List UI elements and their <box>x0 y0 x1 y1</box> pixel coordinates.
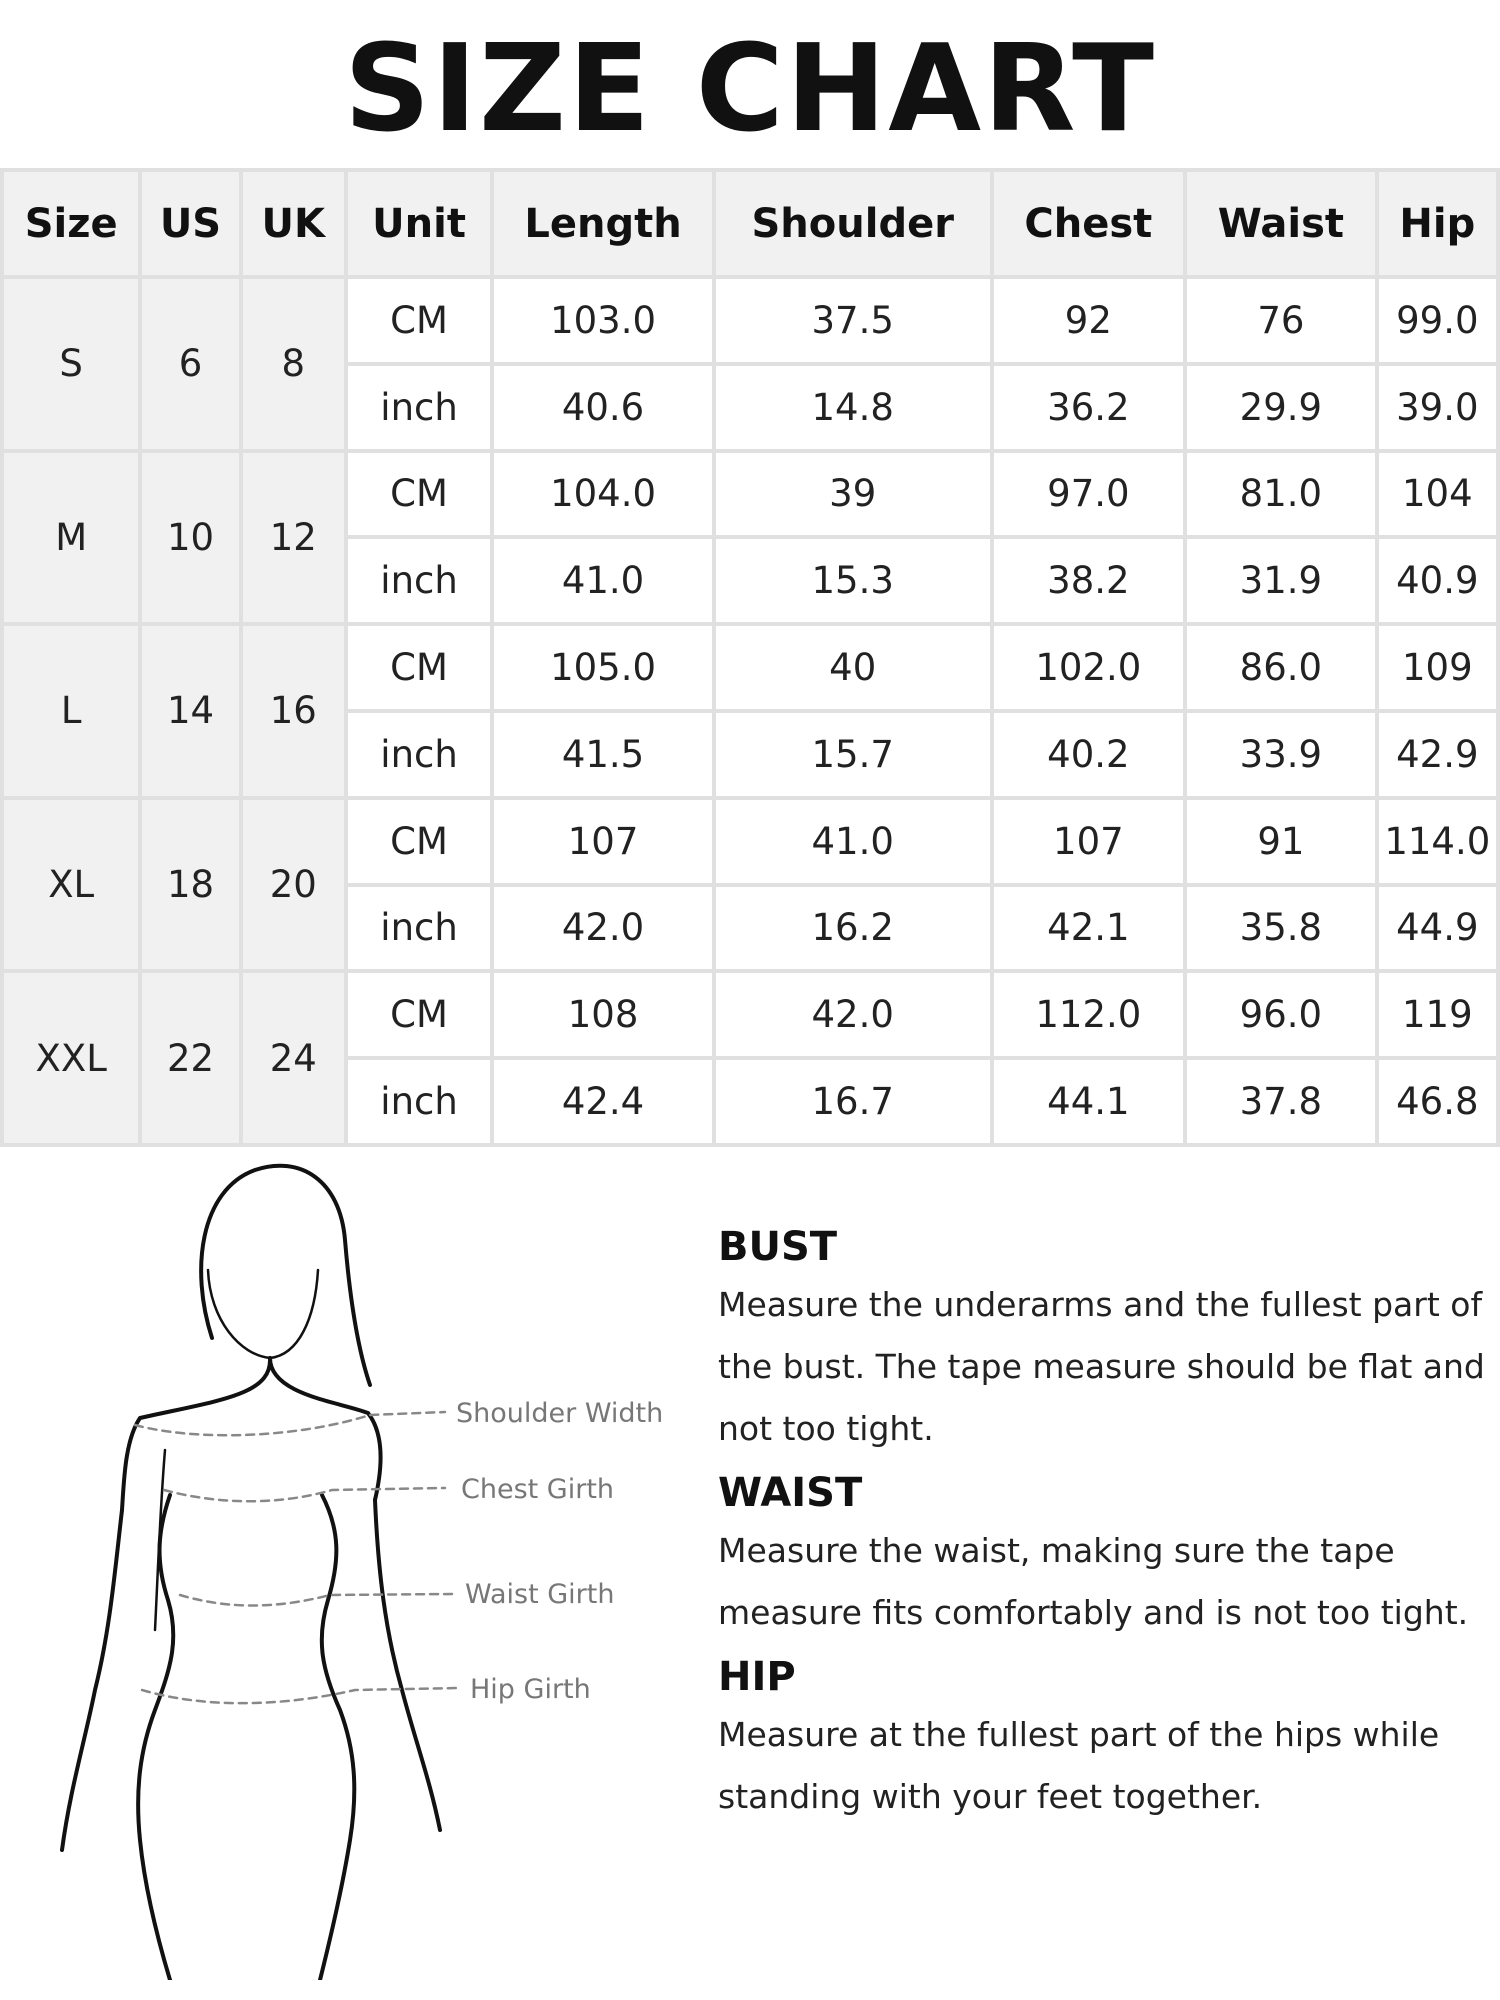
body-measurement-figure <box>40 1150 700 1980</box>
chest-cell: 102.0 <box>994 626 1184 709</box>
hip-cell: 46.8 <box>1379 1060 1496 1143</box>
length-cell: 41.5 <box>494 713 712 796</box>
us-size-cell: 18 <box>142 800 238 970</box>
hip-cell: 99.0 <box>1379 279 1496 362</box>
uk-size-cell: 8 <box>243 279 344 449</box>
chest-cell: 92 <box>994 279 1184 362</box>
table-row <box>4 800 1496 883</box>
shoulder-cell: 37.5 <box>716 279 990 362</box>
chest-cell: 38.2 <box>994 539 1184 622</box>
hip-cell: 39.0 <box>1379 366 1496 449</box>
waist-heading: WAIST <box>718 1470 863 1516</box>
chest-cell: 107 <box>994 800 1184 883</box>
unit-cell: inch <box>348 539 490 622</box>
size-cell: L <box>4 626 138 796</box>
shoulder-cell: 16.7 <box>716 1060 990 1143</box>
table-row <box>4 453 1496 536</box>
unit-cell: CM <box>348 973 490 1056</box>
length-cell: 108 <box>494 973 712 1056</box>
body-silhouette-illustration <box>40 1150 700 1980</box>
waist-cell: 76 <box>1187 279 1375 362</box>
waist-cell: 91 <box>1187 800 1375 883</box>
chest-girth-label: Chest Girth <box>461 1474 615 1505</box>
waist-girth-label: Waist Girth <box>465 1579 615 1610</box>
waist-cell: 86.0 <box>1187 626 1375 709</box>
size-cell: XXL <box>4 973 138 1143</box>
shoulder-cell: 40 <box>716 626 990 709</box>
length-cell: 107 <box>494 800 712 883</box>
waist-cell: 81.0 <box>1187 453 1375 536</box>
shoulder-cell: 16.2 <box>716 887 990 970</box>
shoulder-cell: 15.7 <box>716 713 990 796</box>
unit-cell: inch <box>348 366 490 449</box>
size-table <box>0 168 1500 1147</box>
waist-cell: 35.8 <box>1187 887 1375 970</box>
column-header: Size <box>4 172 138 275</box>
column-header: Chest <box>994 172 1184 275</box>
unit-cell: CM <box>348 453 490 536</box>
us-size-cell: 14 <box>142 626 238 796</box>
hip-heading: HIP <box>718 1654 796 1700</box>
page-title: SIZE CHART <box>343 20 1157 159</box>
unit-cell: CM <box>348 279 490 362</box>
column-header: US <box>142 172 238 275</box>
uk-size-cell: 20 <box>243 800 344 970</box>
table-row <box>4 279 1496 362</box>
bust-heading: BUST <box>718 1224 838 1270</box>
hip-cell: 42.9 <box>1379 713 1496 796</box>
unit-cell: CM <box>348 626 490 709</box>
hip-cell: 104 <box>1379 453 1496 536</box>
table-row <box>4 626 1496 709</box>
uk-size-cell: 24 <box>243 973 344 1143</box>
waist-cell: 33.9 <box>1187 713 1375 796</box>
shoulder-cell: 15.3 <box>716 539 990 622</box>
length-cell: 104.0 <box>494 453 712 536</box>
table-row <box>4 973 1496 1056</box>
hip-cell: 44.9 <box>1379 887 1496 970</box>
length-cell: 42.0 <box>494 887 712 970</box>
size-cell: S <box>4 279 138 449</box>
uk-size-cell: 12 <box>243 453 344 623</box>
bust-instructions: Measure the underarms and the fullest part of the bust. The tape measure should be flat and not too tight. <box>718 1285 1485 1448</box>
us-size-cell: 6 <box>142 279 238 449</box>
column-header: Length <box>494 172 712 275</box>
shoulder-cell: 41.0 <box>716 800 990 883</box>
unit-cell: CM <box>348 800 490 883</box>
shoulder-cell: 39 <box>716 453 990 536</box>
waist-cell: 29.9 <box>1187 366 1375 449</box>
chest-cell: 97.0 <box>994 453 1184 536</box>
hip-girth-label: Hip Girth <box>470 1674 591 1705</box>
us-size-cell: 22 <box>142 973 238 1143</box>
hip-cell: 109 <box>1379 626 1496 709</box>
shoulder-width-label: Shoulder Width <box>456 1398 664 1429</box>
length-cell: 105.0 <box>494 626 712 709</box>
shoulder-cell: 14.8 <box>716 366 990 449</box>
table-header-row <box>4 172 1496 275</box>
chest-cell: 44.1 <box>994 1060 1184 1143</box>
us-size-cell: 10 <box>142 453 238 623</box>
length-cell: 40.6 <box>494 366 712 449</box>
hip-cell: 114.0 <box>1379 800 1496 883</box>
column-header: Hip <box>1379 172 1496 275</box>
size-cell: M <box>4 453 138 623</box>
column-header: Waist <box>1187 172 1375 275</box>
length-cell: 41.0 <box>494 539 712 622</box>
waist-instructions: Measure the waist, making sure the tape measure fits comfortably and is not too tight. <box>718 1531 1469 1632</box>
unit-cell: inch <box>348 887 490 970</box>
waist-cell: 96.0 <box>1187 973 1375 1056</box>
measurement-guide <box>718 1220 1488 1834</box>
chest-cell: 40.2 <box>994 713 1184 796</box>
length-cell: 103.0 <box>494 279 712 362</box>
length-cell: 42.4 <box>494 1060 712 1143</box>
hip-cell: 119 <box>1379 973 1496 1056</box>
waist-cell: 37.8 <box>1187 1060 1375 1143</box>
waist-cell: 31.9 <box>1187 539 1375 622</box>
column-header: Unit <box>348 172 490 275</box>
hip-instructions: Measure at the fullest part of the hips while standing with your feet together. <box>718 1715 1440 1816</box>
shoulder-cell: 42.0 <box>716 973 990 1056</box>
chest-cell: 42.1 <box>994 887 1184 970</box>
unit-cell: inch <box>348 1060 490 1143</box>
unit-cell: inch <box>348 713 490 796</box>
uk-size-cell: 16 <box>243 626 344 796</box>
column-header: Shoulder <box>716 172 990 275</box>
hip-cell: 40.9 <box>1379 539 1496 622</box>
chest-cell: 36.2 <box>994 366 1184 449</box>
chest-cell: 112.0 <box>994 973 1184 1056</box>
size-cell: XL <box>4 800 138 970</box>
column-header: UK <box>243 172 344 275</box>
